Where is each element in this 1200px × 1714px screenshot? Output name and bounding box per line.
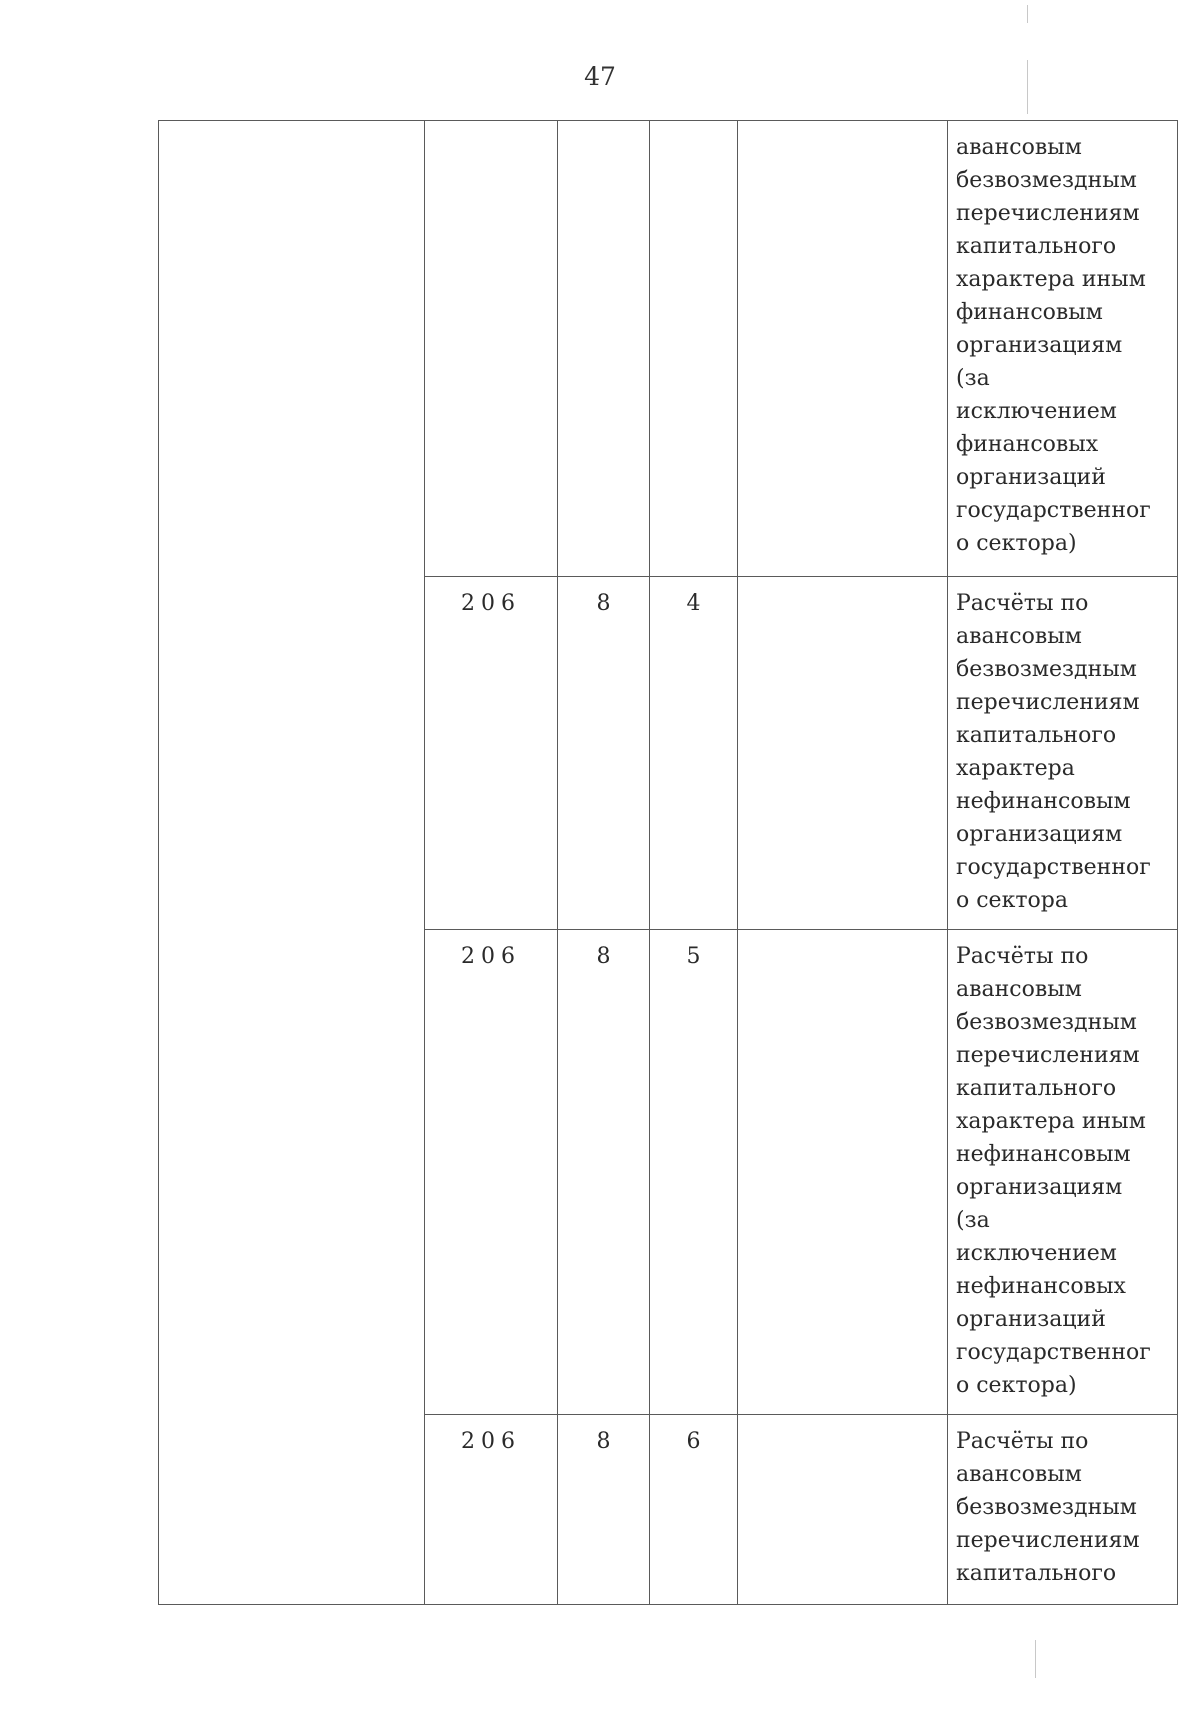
description-cell [948, 1415, 1178, 1605]
empty-cell [738, 1415, 948, 1605]
scan-edge-mark-bottom [1035, 1640, 1036, 1678]
extra-code [738, 930, 947, 940]
account-code: 206 [461, 1429, 521, 1454]
account-description: Расчёты по авансовым безвозмездным перечислениям капитального характера нефинансовым организациям государственног о сектора [956, 591, 1151, 913]
description-cell [948, 121, 1178, 577]
merged-first-column [159, 121, 425, 1605]
account-code: 206 [461, 591, 521, 616]
extra-code [738, 121, 947, 131]
account-code [425, 121, 557, 131]
analytic-code-cell [558, 1415, 650, 1605]
empty-cell [738, 121, 948, 577]
empty-cell [738, 930, 948, 1415]
extra-code [738, 1415, 947, 1425]
sub-code-cell [650, 930, 738, 1415]
account-description: авансовым безвозмездным перечислениям капитального характера иным финансовым организациям (за исключением финансовых организаций государственног о сектора) [956, 135, 1151, 556]
sub-code: 5 [686, 944, 701, 969]
analytic-code-cell [558, 577, 650, 930]
table-row [159, 121, 1178, 577]
sub-code-cell [650, 577, 738, 930]
account-code: 206 [461, 944, 521, 969]
analytic-code-cell [558, 121, 650, 577]
sub-code [650, 121, 737, 131]
analytic-code [558, 121, 649, 131]
analytic-code: 8 [596, 1429, 611, 1454]
account-code-cell [425, 577, 558, 930]
account-code-cell [425, 930, 558, 1415]
empty-cell [738, 577, 948, 930]
sub-code-cell [650, 1415, 738, 1605]
analytic-code: 8 [596, 591, 611, 616]
account-description: Расчёты по авансовым безвозмездным перечислениям капитального [956, 1429, 1140, 1586]
sub-code: 6 [686, 1429, 701, 1454]
account-description: Расчёты по авансовым безвозмездным перечислениям капитального характера иным нефинансовым организациям (за исключением нефинансовых организаций государственног о сектора) [956, 944, 1151, 1398]
analytic-code: 8 [596, 944, 611, 969]
analytic-code-cell [558, 930, 650, 1415]
extra-code [738, 577, 947, 587]
account-code-cell [425, 121, 558, 577]
page-number: 47 [584, 62, 616, 91]
scan-edge-mark-top [1027, 5, 1028, 23]
description-cell [948, 930, 1178, 1415]
account-code-cell [425, 1415, 558, 1605]
sub-code-cell [650, 121, 738, 577]
sub-code: 4 [686, 591, 701, 616]
description-cell [948, 577, 1178, 930]
accounts-table [158, 120, 1178, 1605]
scan-edge-mark-upper [1027, 60, 1028, 114]
